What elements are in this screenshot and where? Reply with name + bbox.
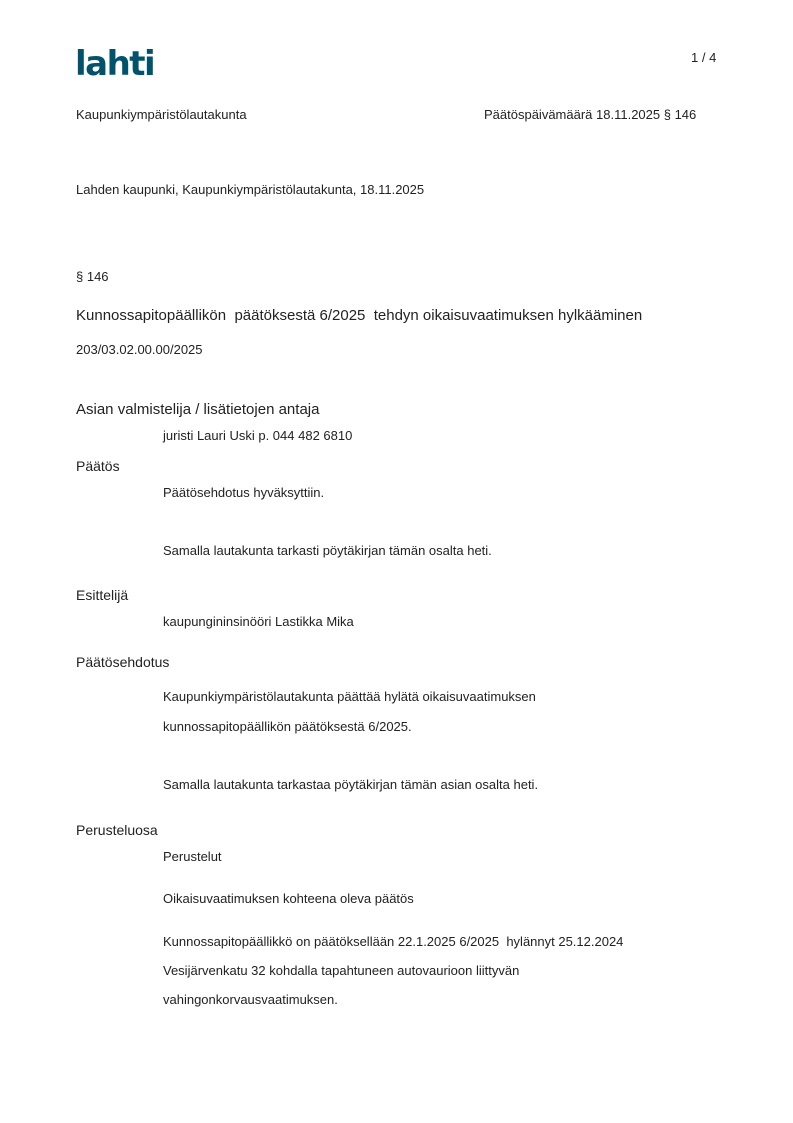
proposal-line: Samalla lautakunta tarkastaa pöytäkirjan tämän asian osalta heti. [163, 777, 539, 792]
rationale-subsection: Oikaisuvaatimuksen kohteena oleva päätös [163, 891, 414, 906]
rationale-heading: Perusteluosa [76, 822, 158, 838]
lahti-logo: lahti [75, 44, 155, 84]
preparer-heading: Asian valmistelija / lisätietojen antaja [76, 401, 320, 418]
decision-heading: Päätös [76, 458, 120, 474]
meeting-line: Lahden kaupunki, Kaupunkiympäristölautakunta, 18.11.2025 [76, 182, 425, 197]
preparer-value: juristi Lauri Uski p. 044 482 6810 [163, 428, 353, 443]
rationale-line: Kunnossapitopäällikkö on päätöksellään 22.1.2025 6/2025 hylännyt 25.12.2024 [163, 934, 624, 949]
decision-line: Samalla lautakunta tarkasti pöytäkirjan tämän osalta heti. [163, 543, 492, 558]
committee-name: Kaupunkiympäristölautakunta [76, 107, 247, 122]
proposal-line: kunnossapitopäällikön päätöksestä 6/2025. [163, 719, 412, 734]
presenter-heading: Esittelijä [76, 587, 129, 603]
rationale-subheading: Perustelut [163, 849, 222, 864]
proposal-line: Kaupunkiympäristölautakunta päättää hylätä oikaisuvaatimuksen [163, 689, 536, 704]
section-number: § 146 [76, 269, 109, 284]
rationale-line: Vesijärvenkatu 32 kohdalla tapahtuneen autovaurioon liittyvän [163, 963, 520, 978]
record-number: 203/03.02.00.00/2025 [76, 342, 203, 357]
document-title: Kunnossapitopäällikön päätöksestä 6/2025 tehdyn oikaisuvaatimuksen hylkääminen [76, 307, 643, 324]
proposal-heading: Päätösehdotus [76, 654, 170, 670]
page-number: 1 / 4 [691, 50, 717, 65]
decision-date: Päätöspäivämäärä 18.11.2025 § 146 [484, 107, 697, 122]
rationale-line: vahingonkorvausvaatimuksen. [163, 992, 338, 1007]
decision-line: Päätösehdotus hyväksyttiin. [163, 485, 325, 500]
presenter-value: kaupungininsinööri Lastikka Mika [163, 614, 354, 629]
